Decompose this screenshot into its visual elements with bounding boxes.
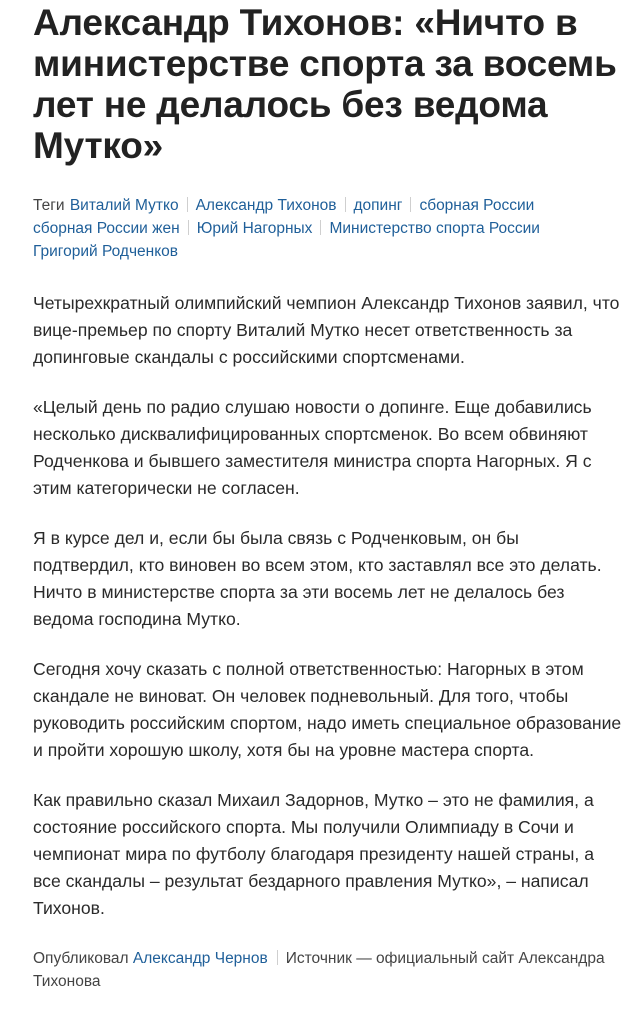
article-paragraph: Я в курсе дел и, если бы была связь с Родченковым, он бы подтвердил, кто виновен во всем этом, кто заставлял все это делать. Ничто в министерстве спорта за эти восемь лет не делалось без ведома господина Мутко.	[33, 528, 602, 629]
tag-link-grigory-rodchenkov[interactable]: Григорий Родченков	[33, 243, 179, 260]
article-paragraph: Сегодня хочу сказать с полной ответственностью: Нагорных в этом скандале не виноват. Он человек подневольный. Для того, чтобы руководить российским спортом, надо иметь специальное образование и пройти хорошую школу, хотя бы на уровне мастера спорта.	[33, 659, 622, 760]
article-title: Александр Тихонов: «Ничто в министерстве спорта за восемь лет не делалось без ведома Мутко»	[33, 2, 617, 166]
tag-link-alexander-tikhonov[interactable]: Александр Тихонов	[195, 197, 337, 214]
tag-link-doping[interactable]: допинг	[353, 197, 403, 214]
tags-list	[33, 194, 622, 263]
article-paragraph: «Целый день по радио слушаю новости о допинге. Еще добавились несколько дисквалифицированных спортсменок. Во всем обвиняют Родченкова и бывшего заместителя министра спорта Нагорных. Я с этим категорически не согласен.	[33, 397, 592, 498]
tag-separator	[187, 197, 188, 212]
source-text: Источник — официальный сайт Александра Тихонова	[33, 950, 605, 990]
article-paragraph: Как правильно сказал Михаил Задорнов, Мутко – это не фамилия, а состояние российского спорта. Мы получили Олимпиаду в Сочи и чемпионат мира по футболу благодаря президенту нашей страны, а все скандалы – результат бездарного правления Мутко», – написал Тихонов.	[33, 790, 594, 918]
article-footer	[33, 947, 622, 993]
tag-link-sports-ministry[interactable]: Министерство спорта России	[329, 220, 540, 237]
tag-link-russia-women-team[interactable]: сборная России жен	[33, 220, 180, 237]
tag-link-yuri-nagornykh[interactable]: Юрий Нагорных	[196, 220, 313, 237]
author-link[interactable]: Александр Чернов	[132, 950, 268, 967]
tag-link-vitaly-mutko[interactable]: Виталий Мутко	[69, 197, 179, 214]
tag-separator	[188, 220, 189, 235]
article-body	[33, 290, 622, 922]
tag-separator	[320, 220, 321, 235]
tag-separator	[410, 197, 411, 212]
footer-separator	[277, 950, 278, 965]
published-label: Опубликовал	[33, 950, 129, 967]
tags-prefix: Теги	[33, 197, 65, 214]
tag-link-russia-team[interactable]: сборная России	[419, 197, 535, 214]
article-paragraph: Четырехкратный олимпийский чемпион Александр Тихонов заявил, что вице-премьер по спорту Виталий Мутко несет ответственность за допинговые скандалы с российскими спортсменами.	[33, 293, 620, 367]
tag-separator	[345, 197, 346, 212]
